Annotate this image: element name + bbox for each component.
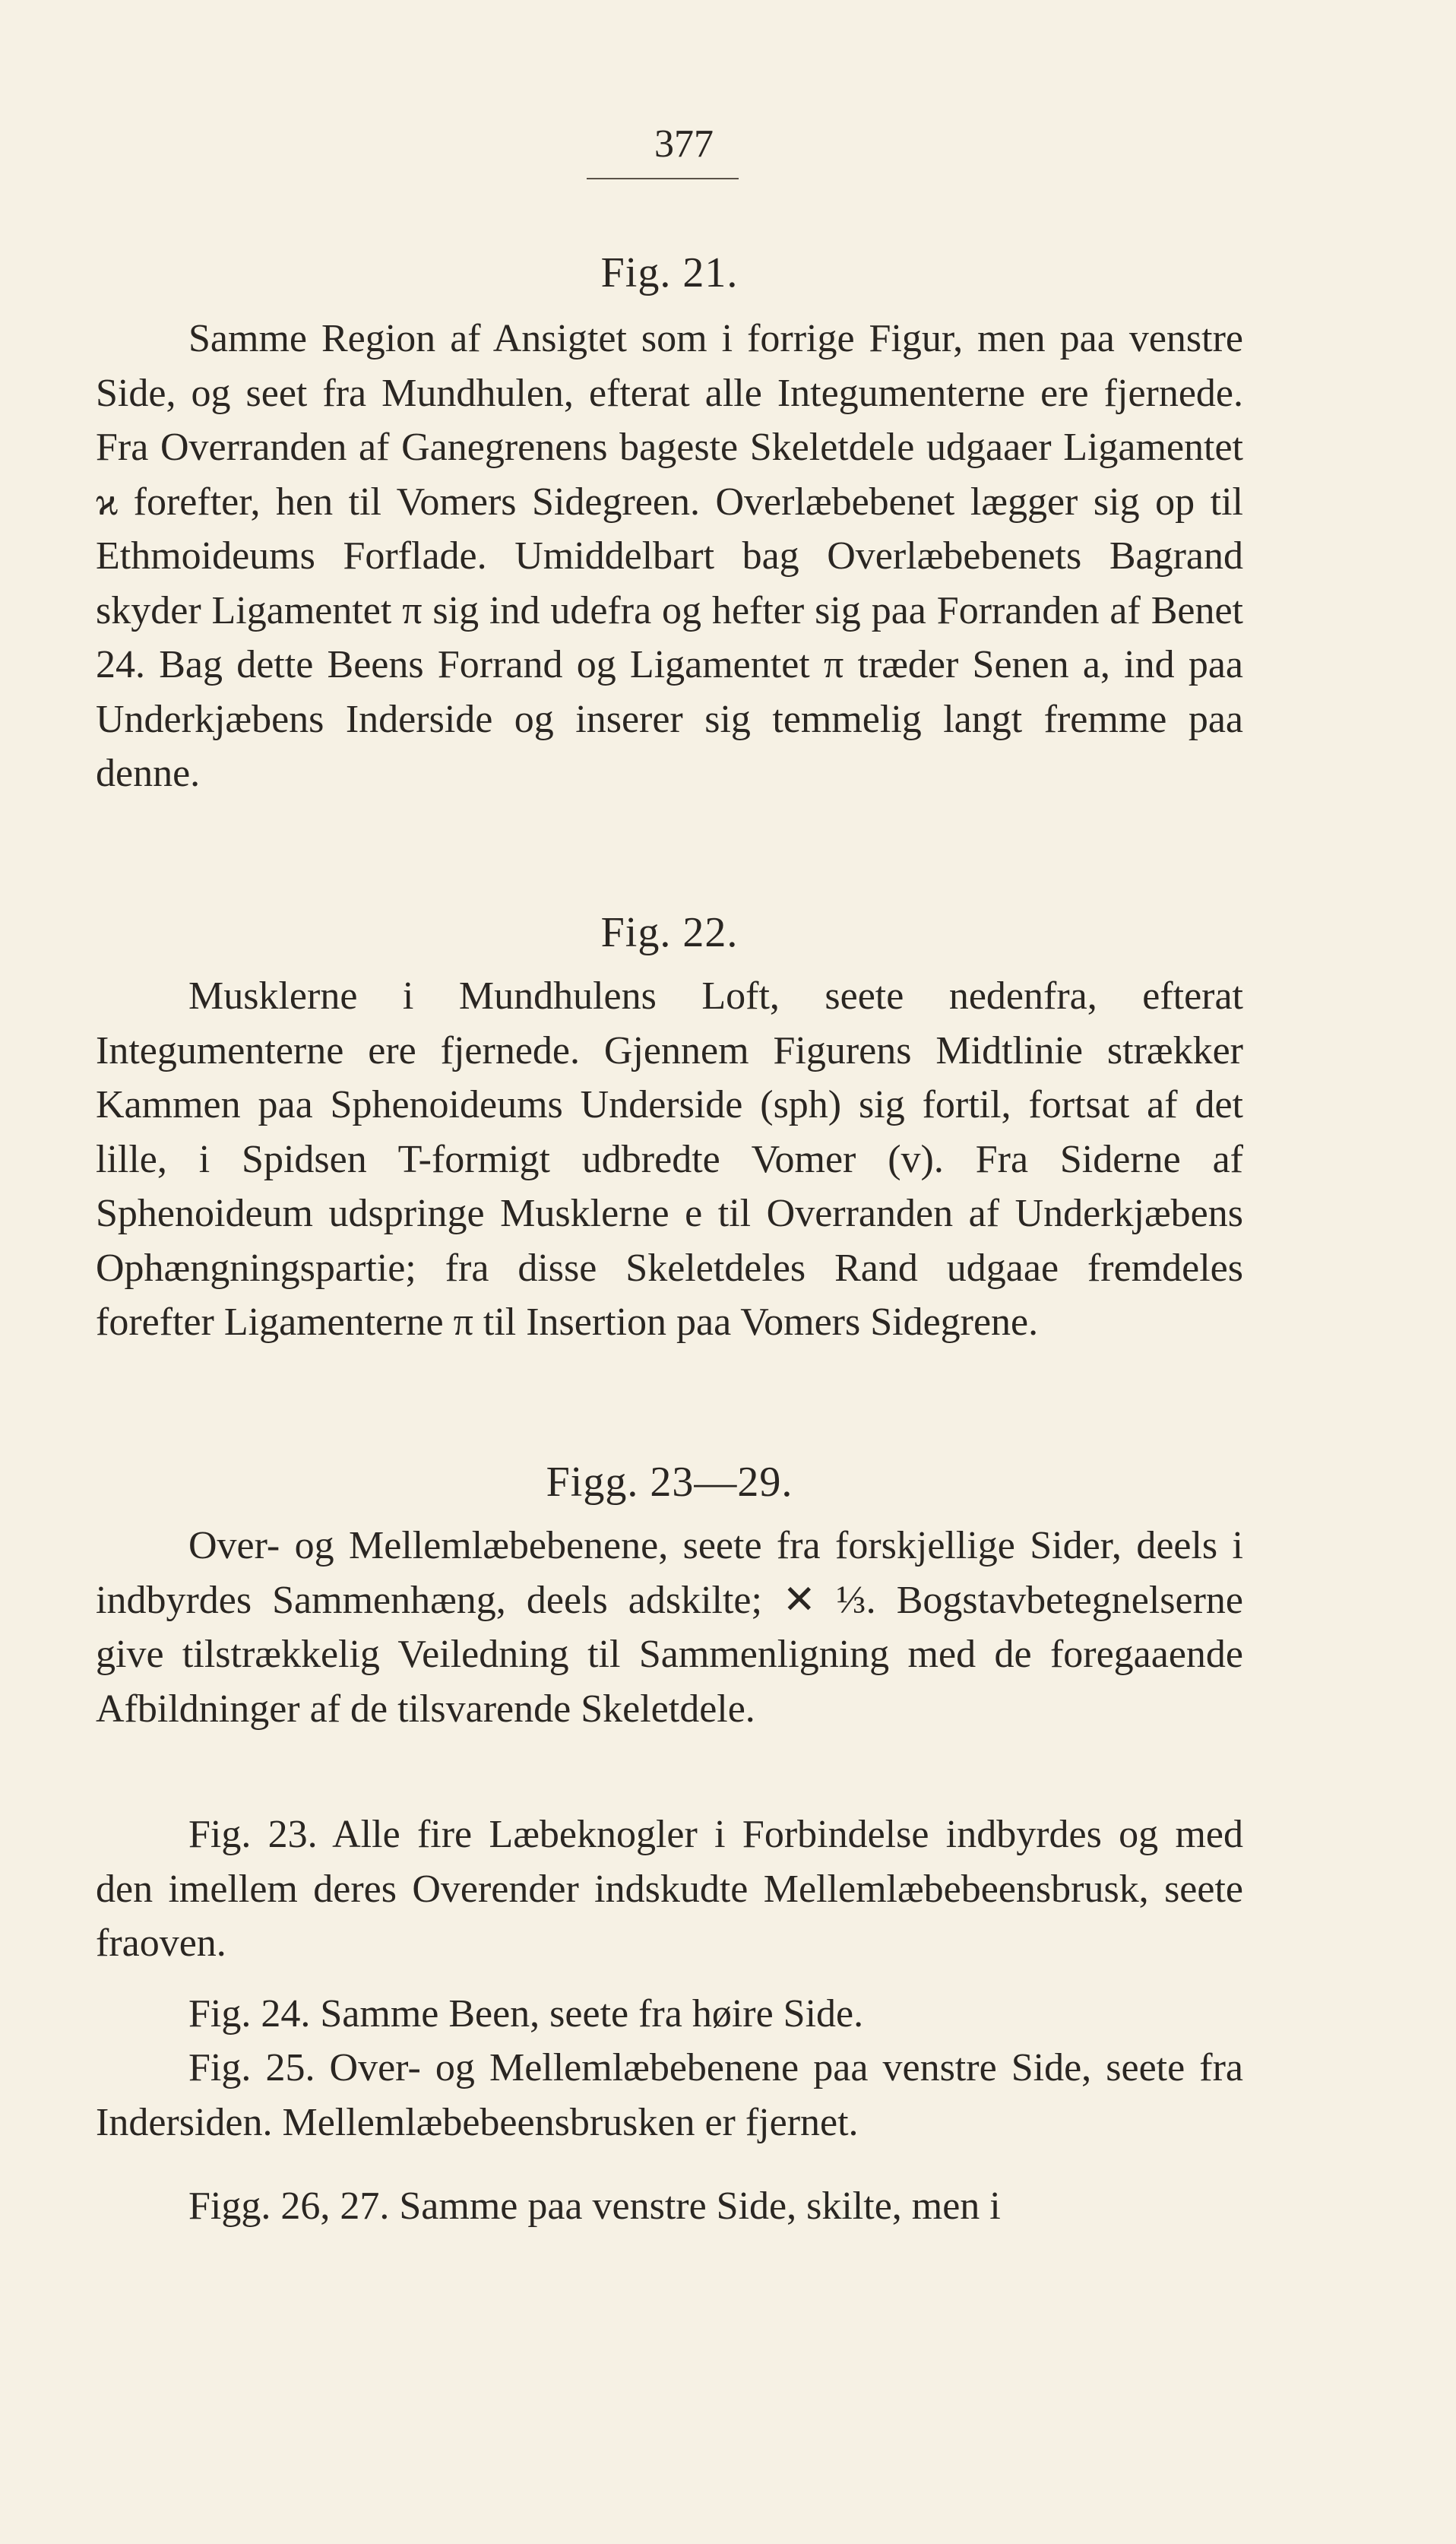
fig-23-paragraph: Fig. 23. Alle fire Læbeknogler i Forbindelse indbyrdes og med den imellem deres Overender indskudte Mellemlæbebeensbrusk, seete fraoven. xyxy=(96,1813,1243,1965)
fig-21-heading: Fig. 21. xyxy=(600,249,739,296)
page-number-rule xyxy=(587,178,739,179)
fig-24-paragraph: Fig. 24. Samme Been, seete fra høire Side. xyxy=(188,1992,864,2036)
fig-21-paragraph: Samme Region af Ansigtet som i forrige Figur, men paa venstre Side, og seet fra Mundhulen, efterat alle Integumenterne ere fjernede. Fra Overranden af Ganegrenens bageste Skeletdele udgaaer Ligamentet ϰ forefter, hen til Vomers Sidegreen. Overlæbebenet lægger sig op til Ethmoideums Forflade. Umiddelbart bag Overlæbebenets Bagrand skyder Ligamentet π sig ind udefra og hefter sig paa Forranden af Benet 24. Bag dette Beens Forrand og Ligamentet π træder Senen a, ind paa Underkjæbens Inderside og inserer sig temmelig langt fremme paa denne. xyxy=(96,317,1243,795)
figs-26-27-paragraph: Figg. 26, 27. Samme paa venstre Side, skilte, men i xyxy=(188,2184,1001,2228)
fig-23-note xyxy=(96,1807,1243,1971)
figs-23-29-section xyxy=(96,1519,1243,1736)
fig-25-note xyxy=(96,2041,1243,2150)
figs-23-29-paragraph: Over- og Mellemlæbebenene, seete fra forskjellige Sider, deels i indbyrdes Sammenhæng, deels adskilte; ✕ ⅓. Bogstavbetegnelserne give tilstrækkelig Veiledning til Sammenligning med de foregaaende Afbildninger af de tilsvarende Skeletdele. xyxy=(96,1524,1243,1731)
fig-21-section xyxy=(96,312,1243,801)
fig-22-paragraph: Musklerne i Mundhulens Loft, seete nedenfra, efterat Integumenterne ere fjernede. Gjennem Figurens Midtlinie strækker Kammen paa Sphenoideums Underside (sph) sig fortil, fortsat af det lille, i Spidsen T-formigt udbredte Vomer (v). Fra Siderne af Sphenoideum udspringe Musklerne e til Overranden af Underkjæbens Ophængningspartie; fra disse Skeletdeles Rand udgaae fremdeles forefter Ligamenterne π til Insertion paa Vomers Sidegrene. xyxy=(96,974,1243,1344)
figs-26-27-note xyxy=(96,2179,1243,2234)
fig-22-heading: Fig. 22. xyxy=(600,909,739,956)
fig-25-paragraph: Fig. 25. Over- og Mellemlæbebenene paa venstre Side, seete fra Indersiden. Mellemlæbebeensbrusken er fjernet. xyxy=(96,2046,1243,2144)
fig-22-section xyxy=(96,969,1243,1350)
page-number: 377 xyxy=(654,122,714,166)
fig-24-note xyxy=(96,1987,1243,2042)
figs-23-29-heading: Figg. 23—29. xyxy=(546,1459,793,1506)
